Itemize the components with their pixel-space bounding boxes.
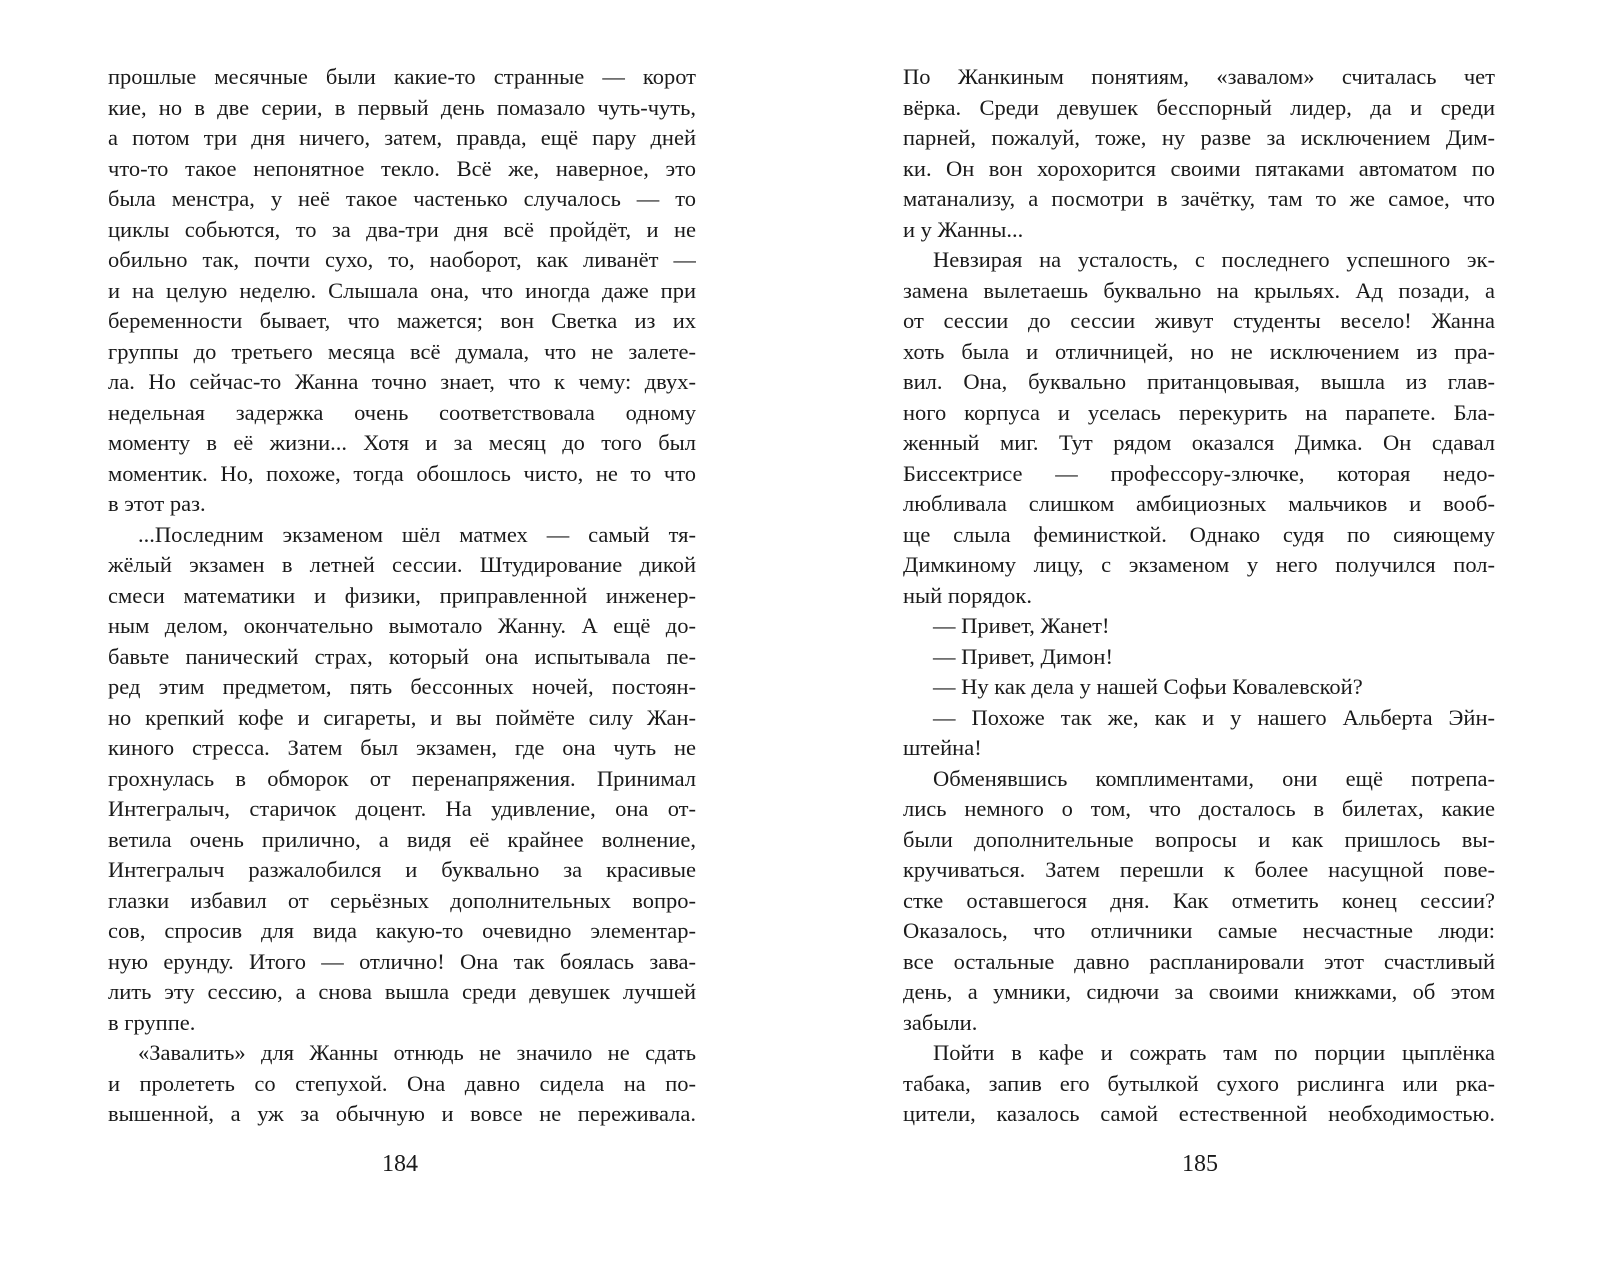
right-page-number: 185 bbox=[1182, 1151, 1218, 1177]
text-line: Димкиному лицу, с экзаменом у него получился пол- bbox=[903, 552, 1495, 577]
text-line: что-то такое непонятное текло. Всё же, наверное, это bbox=[108, 155, 696, 181]
text-line: Пойти в кафе и сожрать там по порции цыплёнка bbox=[933, 1040, 1495, 1065]
text-line: По Жанкиным понятиям, «завалом» считалась чет bbox=[903, 64, 1495, 89]
text-line: цители, казалось самой естественной необходимостью. bbox=[903, 1101, 1495, 1126]
text-line: моментик. Но, похоже, тогда обошлось чисто, не то что bbox=[108, 460, 696, 486]
text-line: лить эту сессию, а снова вышла среди девушек лучшей bbox=[108, 979, 696, 1004]
text-line: — Привет, Жанет! bbox=[933, 613, 1110, 638]
text-line: Оказалось, что отличники самые несчастные люди: bbox=[903, 918, 1495, 943]
text-line: парней, пожалуй, тоже, ну разве за исключением Дим- bbox=[903, 125, 1495, 150]
text-line: вил. Она, буквально пританцовывая, вышла из глав- bbox=[903, 369, 1495, 394]
text-line: кручиваться. Затем перешли к более насущной пове- bbox=[903, 857, 1495, 882]
text-line: прошлые месячные были какие-то странные — корот bbox=[108, 64, 696, 89]
text-line: Интегралыч, старичок доцент. На удивление, она от- bbox=[108, 796, 696, 821]
text-line: глазки избавил от серьёзных дополнительных вопро- bbox=[108, 887, 696, 913]
left-page bbox=[108, 62, 696, 1130]
text-line: а потом три дня ничего, затем, правда, ещё пару дней bbox=[108, 125, 696, 150]
text-line: сов, спросив для вида какую-то очевидно элементар- bbox=[108, 918, 696, 943]
text-line: Интегралыч разжалобился и буквально за красивые bbox=[108, 857, 696, 882]
text-line: обильно так, почти сухо, то, наоборот, как ливанёт — bbox=[108, 247, 696, 272]
text-line: Биссектрисе — профессору-злючке, которая недо- bbox=[903, 460, 1495, 486]
text-line: бавьте панический страх, который она испытывала пе- bbox=[108, 643, 696, 669]
text-line: хоть была и отличницей, но не исключением из пра- bbox=[903, 338, 1495, 364]
text-line: ...Последним экзаменом шёл матмех — самый тя- bbox=[138, 521, 696, 547]
text-line: ного корпуса и уселась перекурить на парапете. Бла- bbox=[903, 399, 1495, 425]
text-line: ред этим предметом, пять бессонных ночей, постоян- bbox=[108, 674, 696, 699]
text-line: недельная задержка очень соответствовала одному bbox=[108, 399, 696, 425]
text-line: табака, запив его бутылкой сухого рислинга или рка- bbox=[903, 1070, 1495, 1096]
text-line: лись немного о том, что досталось в билетах, какие bbox=[903, 796, 1495, 821]
text-line: ветила очень прилично, а видя её крайнее волнение, bbox=[108, 826, 696, 852]
text-line: циклы собьются, то за два-три дня всё пройдёт, и не bbox=[108, 216, 696, 242]
text-line: женный миг. Тут рядом оказался Димка. Он сдавал bbox=[903, 430, 1495, 455]
left-page-number: 184 bbox=[382, 1151, 418, 1177]
text-line: ную ерунду. Итого — отлично! Она так боялась зава- bbox=[108, 948, 696, 974]
text-line: любливала слишком амбициозных мальчиков и вооб- bbox=[903, 491, 1495, 516]
text-line: матанализу, а посмотри в зачётку, там то же самое, что bbox=[903, 186, 1495, 211]
text-line: киного стресса. Затем был экзамен, где она чуть не bbox=[108, 735, 696, 760]
text-line: — Привет, Димон! bbox=[933, 643, 1113, 669]
text-line: замена вылетаешь буквально на крыльях. Ад позади, а bbox=[903, 277, 1495, 303]
text-line: жёлый экзамен в летней сессии. Штудирование дикой bbox=[108, 552, 696, 577]
text-line: но крепкий кофе и сигареты, и вы поймёте силу Жан- bbox=[108, 704, 696, 730]
text-line: грохнулась в обморок от перенапряжения. Принимал bbox=[108, 765, 696, 791]
text-line: была менстра, у неё такое частенько случалось — то bbox=[108, 186, 696, 211]
text-line: были дополнительные вопросы и как пришлось вы- bbox=[903, 826, 1495, 852]
text-line: в группе. bbox=[108, 1009, 196, 1035]
text-line: смеси математики и физики, приправленной инженер- bbox=[108, 582, 696, 608]
text-line: и у Жанны... bbox=[903, 216, 1024, 242]
text-line: и на целую неделю. Слышала она, что иногда даже при bbox=[108, 277, 696, 303]
text-line: штейна! bbox=[903, 735, 982, 760]
text-line: вышенной, а уж за обычную и вовсе не переживала. bbox=[108, 1101, 696, 1126]
text-line: ла. Но сейчас-то Жанна точно знает, что к чему: двух- bbox=[108, 369, 696, 394]
text-line: стке оставшегося дня. Как отметить конец сессии? bbox=[903, 887, 1495, 913]
text-line: день, а умники, сидючи за своими книжками, об этом bbox=[903, 979, 1495, 1004]
text-line: вёрка. Среди девушек бесспорный лидер, да и среди bbox=[903, 94, 1495, 120]
text-line: Невзирая на усталость, с последнего успешного эк- bbox=[933, 247, 1495, 272]
right-page bbox=[903, 62, 1495, 1130]
text-line: все остальные давно распланировали этот счастливый bbox=[903, 948, 1495, 974]
text-line: — Ну как дела у нашей Софьи Ковалевской? bbox=[933, 674, 1363, 699]
text-line: Обменявшись комплиментами, они ещё потрепа- bbox=[933, 765, 1495, 791]
text-line: кие, но в две серии, в первый день помазало чуть-чуть, bbox=[108, 94, 696, 120]
text-line: ки. Он вон хорохорится своими пятаками автоматом по bbox=[903, 155, 1495, 181]
text-line: — Похоже так же, как и у нашего Альберта Эйн- bbox=[933, 704, 1495, 730]
text-line: беременности бывает, что мажется; вон Светка из их bbox=[108, 308, 696, 333]
text-line: ще слыла феминисткой. Однако судя по сияющему bbox=[903, 521, 1495, 547]
text-line: от сессии до сессии живут студенты весело! Жанна bbox=[903, 308, 1495, 333]
text-line: в этот раз. bbox=[108, 491, 206, 516]
text-line: моменту в её жизни... Хотя и за месяц до того был bbox=[108, 430, 696, 455]
text-line: ным делом, окончательно вымотало Жанну. А ещё до- bbox=[108, 613, 696, 638]
text-line: ный порядок. bbox=[903, 582, 1032, 608]
text-line: забыли. bbox=[903, 1009, 978, 1035]
text-line: «Завалить» для Жанны отнюдь не значило не сдать bbox=[138, 1040, 696, 1065]
text-line: группы до третьего месяца всё думала, что не залете- bbox=[108, 338, 696, 364]
text-line: и пролететь со степухой. Она давно сидела на по- bbox=[108, 1070, 696, 1096]
